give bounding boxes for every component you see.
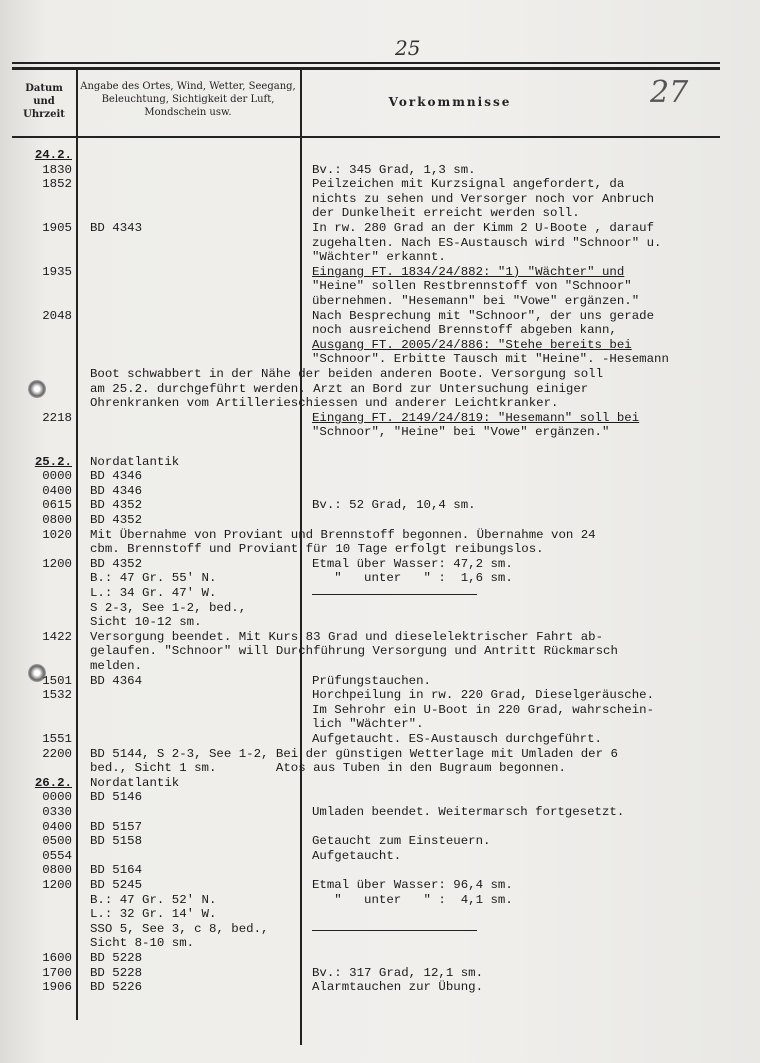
- log-event: noch ausreichend Brennstoff abgeben kann,: [312, 323, 617, 338]
- log-row: [0, 425, 760, 439]
- log-row: [0, 747, 760, 761]
- log-row: [0, 717, 760, 731]
- log-row: [0, 484, 760, 498]
- log-row: [0, 206, 760, 220]
- log-time: 2218: [42, 410, 72, 425]
- log-row: [0, 936, 760, 950]
- log-row: [0, 732, 760, 746]
- log-time: 0000: [42, 790, 72, 805]
- log-row: [0, 542, 760, 556]
- log-time: 1501: [42, 673, 72, 688]
- log-event: "Heine" sollen Restbrennstoff von "Schnoor": [312, 279, 632, 294]
- log-event: Nach Besprechung mit "Schnoor", der uns gerade: [312, 308, 655, 323]
- log-row: [0, 659, 760, 673]
- log-row: [0, 250, 760, 264]
- handwritten-mark: 27: [650, 75, 689, 110]
- log-row: [0, 557, 760, 571]
- log-place: BD 4343: [90, 221, 143, 235]
- log-place: B.: 47 Gr. 52' N.: [90, 892, 217, 907]
- log-row: [0, 148, 760, 162]
- log-wide-text: Boot schwabbert in der Nähe der beiden anderen Boote. Versorgung soll: [90, 367, 604, 381]
- log-time: 1200: [42, 878, 72, 892]
- log-event: Im Sehrohr ein U-Boot in 220 Grad, wahrschein-: [312, 702, 655, 717]
- log-row: [0, 338, 760, 352]
- log-event: Aufgetaucht. ES-Austausch durchgeführt.: [312, 732, 602, 746]
- log-row: [0, 615, 760, 629]
- log-event: Bv.: 345 Grad, 1,3 sm.: [312, 162, 476, 177]
- log-event: Ausgang FT. 2005/24/886: "Stehe bereits bei: [312, 337, 632, 352]
- log-row: [0, 630, 760, 644]
- log-event: Prüfungstauchen.: [312, 673, 431, 688]
- log-wide-text: Mit Übernahme von Proviant und Brennstoff begonnen. Übernahme von 24: [90, 527, 596, 542]
- log-place: Nordatlantik: [90, 775, 180, 790]
- header-rule: [12, 136, 720, 138]
- log-event: übernehmen. "Hesemann" bei "Vowe" ergänzen.": [312, 294, 640, 308]
- header-place: Angabe des Ortes, Wind, Wetter, Seegang, Beleuchtung, Sichtigkeit der Luft, Mondschein usw.: [80, 81, 296, 118]
- log-row: [0, 279, 760, 293]
- log-row: [0, 571, 760, 585]
- log-event: Aufgetaucht.: [312, 848, 402, 863]
- log-row: [0, 294, 760, 308]
- log-time: 1600: [42, 951, 72, 965]
- log-place: BD 4352: [90, 498, 143, 513]
- log-wide-text: BD 5144, S 2-3, See 1-2, Bei der günstigen Wetterlage mit Umladen der 6: [90, 746, 618, 761]
- log-row: [0, 513, 760, 527]
- log-row: [0, 309, 760, 323]
- log-event: Bv.: 317 Grad, 12,1 sm.: [312, 965, 484, 980]
- log-time: 1020: [42, 527, 72, 542]
- log-row: [0, 601, 760, 615]
- log-place: Sicht 8-10 sm.: [90, 936, 195, 951]
- log-row: [0, 163, 760, 177]
- log-event: zugehalten. Nach ES-Austausch wird "Schnoor" u.: [312, 235, 662, 250]
- log-time: 1906: [42, 980, 72, 995]
- log-row: [0, 907, 760, 921]
- log-wide-text: Ohrenkranken vom Artillerieschiessen und anderer Leichtkranker.: [90, 396, 559, 411]
- log-place: SSO 5, See 3, c 8, bed.,: [90, 921, 269, 936]
- log-place: BD 4352: [90, 556, 143, 571]
- log-row: [0, 265, 760, 279]
- log-time: 2200: [42, 746, 72, 761]
- log-row: [0, 528, 760, 542]
- log-row: [0, 849, 760, 863]
- log-row: [0, 498, 760, 512]
- log-row: [0, 703, 760, 717]
- log-place: Sicht 10-12 sm.: [90, 615, 202, 630]
- log-time: 0400: [42, 819, 72, 834]
- log-place: L.: 32 Gr. 14' W.: [90, 907, 217, 922]
- log-row: [0, 761, 760, 775]
- log-place: BD 5164: [90, 863, 143, 878]
- log-date: 26.2.: [34, 775, 72, 790]
- log-row: [0, 192, 760, 206]
- log-event: Etmal über Wasser: 47,2 sm.: [312, 556, 513, 571]
- log-time: 0615: [42, 498, 72, 513]
- log-time: 1551: [42, 732, 72, 746]
- log-time: 0800: [42, 513, 72, 527]
- log-time: 0800: [42, 863, 72, 878]
- log-place: BD 5228: [90, 965, 143, 980]
- log-row: [0, 221, 760, 235]
- log-row: [0, 790, 760, 804]
- log-row: [0, 820, 760, 834]
- log-date: 25.2.: [34, 454, 72, 469]
- log-wide-text: melden.: [90, 659, 143, 673]
- log-place: BD 4364: [90, 673, 143, 688]
- log-time: 0000: [42, 469, 72, 484]
- log-wide-text: bed., Sicht 1 sm. Atos aus Tuben in den Bugraum begonnen.: [90, 761, 566, 776]
- log-event: Alarmtauchen zur Übung.: [312, 980, 484, 995]
- log-date: 24.2.: [34, 148, 72, 162]
- log-time: 1200: [42, 556, 72, 571]
- log-row: [0, 323, 760, 337]
- log-event: Umladen beendet. Weitermarsch fortgesetzt.: [312, 805, 625, 819]
- log-row: [0, 980, 760, 994]
- log-row: [0, 966, 760, 980]
- log-time: 1532: [42, 688, 72, 703]
- log-row: [0, 352, 760, 366]
- log-time: 1935: [42, 264, 72, 279]
- log-wide-text: Versorgung beendet. Mit Kurs 83 Grad und dieselelektrischer Fahrt ab-: [90, 629, 604, 644]
- log-event: Eingang FT. 2149/24/819: "Hesemann" soll bei: [312, 410, 640, 425]
- log-event: Etmal über Wasser: 96,4 sm.: [312, 878, 513, 892]
- log-row: [0, 455, 760, 469]
- log-place: BD 4352: [90, 513, 143, 527]
- log-row: [0, 382, 760, 396]
- log-event: "Schnoor", "Heine" bei "Vowe" ergänzen.": [312, 425, 610, 440]
- log-event: der Dunkelheit erreicht werden soll.: [312, 206, 580, 221]
- log-row: [0, 834, 760, 848]
- log-place: L.: 34 Gr. 47' W.: [90, 586, 217, 600]
- log-place: BD 5226: [90, 980, 143, 995]
- log-place: BD 5157: [90, 819, 143, 834]
- log-row: [0, 177, 760, 191]
- log-time: 1422: [42, 629, 72, 644]
- log-time: 1700: [42, 965, 72, 980]
- log-place: BD 5158: [90, 834, 143, 849]
- log-event: nichts zu sehen und Versorger noch vor Anbruch: [312, 191, 655, 206]
- page-number: 25: [395, 36, 421, 60]
- log-row: [0, 863, 760, 877]
- log-row: [0, 922, 760, 936]
- log-time: 1905: [42, 221, 72, 235]
- log-place: S 2-3, See 1-2, bed.,: [90, 600, 247, 615]
- log-place: BD 4346: [90, 483, 143, 498]
- log-event: " unter " : 1,6 sm.: [312, 571, 513, 586]
- log-event: "Wächter" erkannt.: [312, 250, 446, 265]
- top-rule-thick: [12, 67, 720, 70]
- log-row: [0, 893, 760, 907]
- log-event: Getaucht zum Einsteuern.: [312, 834, 491, 849]
- log-event: Bv.: 52 Grad, 10,4 sm.: [312, 498, 476, 513]
- log-time: 1830: [42, 162, 72, 177]
- top-rule: [12, 62, 720, 64]
- log-place: B.: 47 Gr. 55' N.: [90, 571, 217, 586]
- log-row: [0, 674, 760, 688]
- log-row: [0, 878, 760, 892]
- log-wide-text: gelaufen. "Schnoor" will Durchführung Versorgung und Antritt Rückmarsch: [90, 644, 618, 659]
- log-time: 0400: [42, 483, 72, 498]
- log-event: Peilzeichen mit Kurzsignal angefordert, da: [312, 177, 625, 192]
- log-event: In rw. 280 Grad an der Kimm 2 U-Boote , darauf: [312, 221, 655, 235]
- log-time: 0500: [42, 834, 72, 849]
- log-row: [0, 776, 760, 790]
- log-row: [0, 644, 760, 658]
- header-events: Vorkommnisse: [388, 95, 512, 109]
- log-place: Nordatlantik: [90, 454, 180, 469]
- log-row: [0, 805, 760, 819]
- log-place: BD 4346: [90, 469, 143, 484]
- log-row: [0, 396, 760, 410]
- log-time: 0554: [42, 848, 72, 863]
- log-event: Eingang FT. 1834/24/882: "1) "Wächter" und: [312, 264, 625, 279]
- log-row: [0, 411, 760, 425]
- log-row: [0, 688, 760, 702]
- header-date-time: Datum und Uhrzeit: [23, 83, 65, 120]
- log-place: BD 5146: [90, 790, 143, 805]
- log-row: [0, 951, 760, 965]
- log-row: [0, 469, 760, 483]
- log-place: BD 5228: [90, 951, 143, 965]
- log-wide-text: cbm. Brennstoff und Proviant für 10 Tage erfolgt reibungslos.: [90, 542, 544, 557]
- log-wide-text: am 25.2. durchgeführt werden. Arzt an Bord zur Untersuchung einiger: [90, 381, 589, 396]
- log-row: [0, 367, 760, 381]
- log-event: lich "Wächter".: [312, 717, 424, 732]
- log-event: " unter " : 4,1 sm.: [312, 892, 513, 907]
- log-time: 2048: [42, 308, 72, 323]
- log-place: BD 5245: [90, 878, 143, 892]
- log-row: [0, 586, 760, 600]
- log-row: [0, 236, 760, 250]
- log-row: [0, 440, 760, 454]
- log-event: Horchpeilung in rw. 220 Grad, Dieselgeräusche.: [312, 688, 655, 703]
- log-time: 0330: [42, 805, 72, 819]
- log-time: 1852: [42, 177, 72, 192]
- log-event: "Schnoor". Erbitte Tausch mit "Heine". -Hesemann: [312, 352, 669, 367]
